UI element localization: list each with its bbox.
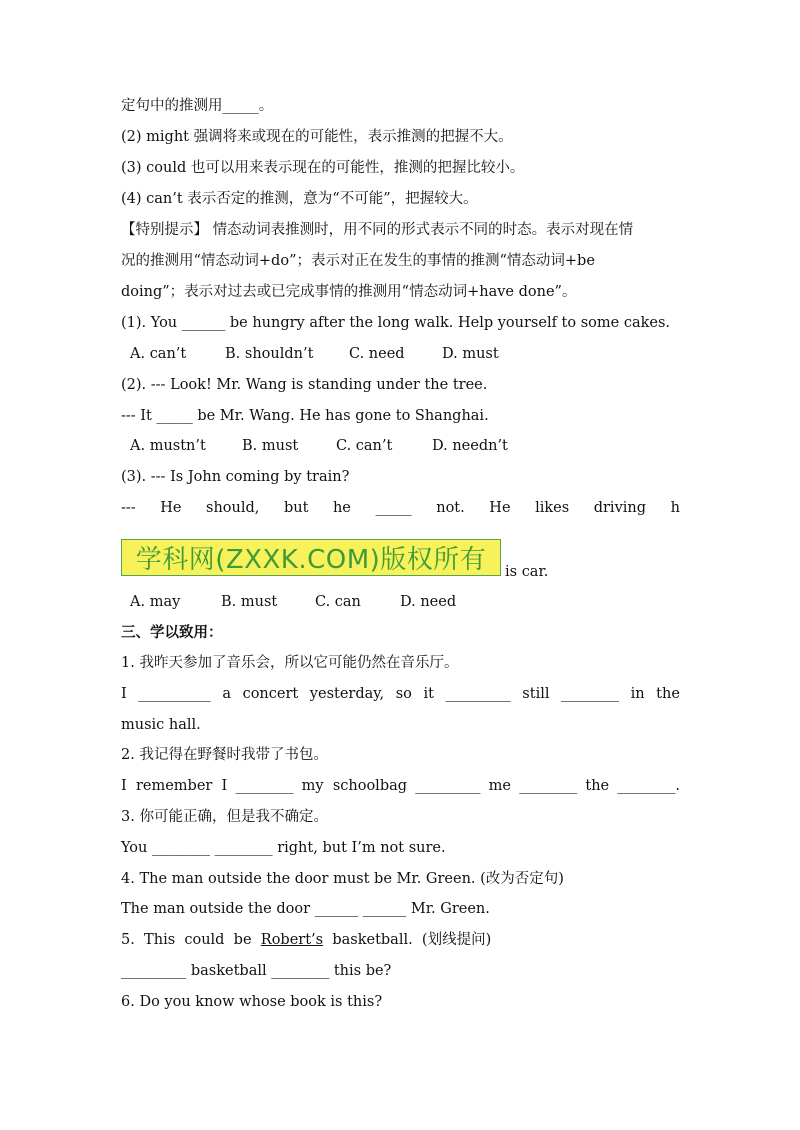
q1-option-d: D. must <box>442 346 499 362</box>
q1-option-c: C. need <box>349 346 405 362</box>
q3-word: but <box>283 500 309 516</box>
s1-word: a <box>222 686 232 702</box>
s5-post: basketball. (划线提问) <box>323 932 492 948</box>
s2-chinese: 2. 我记得在野餐时我带了书包。 <box>121 747 328 763</box>
q2-option-a: A. mustn’t <box>130 438 206 454</box>
q3-line-3-tail: is car. <box>505 564 549 580</box>
s1-word: the <box>656 686 680 702</box>
q1-stem: (1). You ______ be hungry after the long walk. Help yourself to some cakes. <box>121 315 671 331</box>
s1-blank: __________ <box>138 686 211 702</box>
q3-options <box>130 592 680 612</box>
s4-english: The man outside the door ______ ______ Mr. Green. <box>121 901 490 917</box>
q3-option-d: D. need <box>400 594 457 610</box>
s5-underlined: Robert’s <box>260 932 324 948</box>
s2-word: my schoolbag <box>301 778 408 794</box>
section-heading: 三、学以致用： <box>121 624 223 641</box>
q3-word: He <box>160 500 182 516</box>
s1-chinese: 1. 我昨天参加了音乐会，所以它可能仍然在音乐厅。 <box>121 655 459 671</box>
q3-option-a: A. may <box>130 594 181 610</box>
s2-blank: ________. <box>617 778 680 794</box>
s1-word: in <box>630 686 645 702</box>
tip-line-3: doing”；表示对过去或已完成事情的推测用“情态动词+have done”。 <box>121 284 577 300</box>
q3-word: He <box>489 500 511 516</box>
s1-blank: _________ <box>445 686 511 702</box>
s2-blank: ________ <box>519 778 578 794</box>
summary-line-2: (2) might 强调将来或现在的可能性，表示推测的把握不大。 <box>121 129 513 145</box>
s3-chinese: 3. 你可能正确，但是我不确定。 <box>121 809 328 825</box>
s2-english <box>121 776 680 796</box>
q3-blank: _____ <box>375 500 412 516</box>
s5-english: _________ basketball ________ this be? <box>121 963 392 979</box>
q2-options <box>130 436 680 456</box>
q3-word: not. <box>436 500 465 516</box>
q1-option-b: B. shouldn’t <box>225 346 314 362</box>
s2-blank: ________ <box>235 778 294 794</box>
s1-word: it <box>423 686 434 702</box>
q2-line-2: --- It _____ be Mr. Wang. He has gone to Shanghai. <box>121 408 489 424</box>
s5-sentence <box>121 930 680 950</box>
summary-line-3: (3) could 也可以用来表示现在的可能性，推测的把握比较小。 <box>121 160 525 176</box>
q1-option-a: A. can’t <box>130 346 187 362</box>
s3-english: You ________ ________ right, but I’m not sure. <box>121 840 446 856</box>
summary-line-1: 定句中的推测用_____。 <box>121 98 274 114</box>
s1-english <box>121 684 680 704</box>
q3-option-c: C. can <box>315 594 361 610</box>
s2-word: me <box>488 778 511 794</box>
s1-word: still <box>522 686 550 702</box>
watermark-banner: 学科网(ZXXK.COM)版权所有 <box>121 539 501 576</box>
s5-pre: 5. This could be <box>121 932 261 948</box>
q3-word: he <box>332 500 351 516</box>
tip-line-1: 【特别提示】 情态动词表推测时，用不同的形式表示不同的时态。表示对现在情 <box>121 222 634 238</box>
s1-word: concert <box>242 686 299 702</box>
q3-line-1: (3). --- Is John coming by train? <box>121 469 350 485</box>
s1-word: so <box>395 686 412 702</box>
q1-options <box>130 344 680 364</box>
q3-line-2 <box>121 498 680 518</box>
tip-line-2: 况的推测用“情态动词+do”；表示对正在发生的事情的推测“情态动词+be <box>121 253 595 269</box>
q2-option-c: C. can’t <box>336 438 393 454</box>
s4-sentence: 4. The man outside the door must be Mr. Green. (改为否定句) <box>121 871 564 887</box>
s1-word: yesterday, <box>309 686 385 702</box>
s2-word: the <box>585 778 610 794</box>
s2-blank: _________ <box>415 778 481 794</box>
q2-option-d: D. needn’t <box>432 438 508 454</box>
q3-word: --- <box>121 500 136 516</box>
q3-word: likes <box>535 500 570 516</box>
s6-sentence: 6. Do you know whose book is this? <box>121 994 383 1010</box>
s2-word: I remember I <box>121 778 228 794</box>
q2-option-b: B. must <box>242 438 299 454</box>
s1-word: I <box>121 686 127 702</box>
q3-option-b: B. must <box>221 594 278 610</box>
q3-word: driving <box>593 500 647 516</box>
s1-blank: ________ <box>561 686 620 702</box>
summary-line-4: (4) can’t 表示否定的推测，意为“不可能”，把握较大。 <box>121 191 478 207</box>
q3-word: h <box>670 500 680 516</box>
q2-line-1: (2). --- Look! Mr. Wang is standing under the tree. <box>121 377 488 393</box>
s1-english-cont: music hall. <box>121 717 201 733</box>
q3-word: should, <box>206 500 260 516</box>
